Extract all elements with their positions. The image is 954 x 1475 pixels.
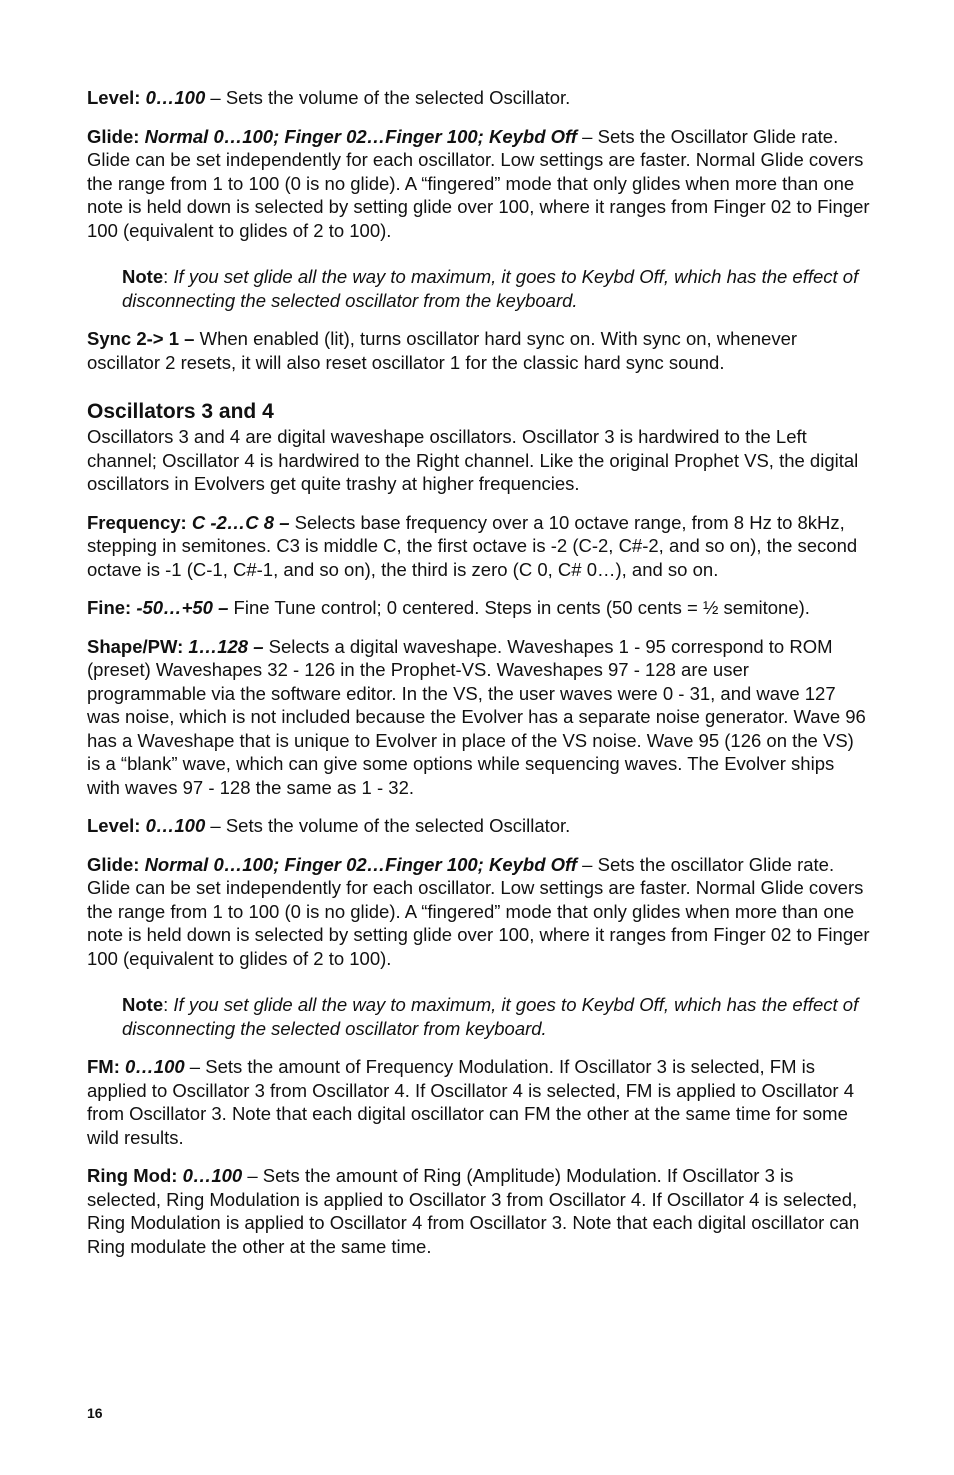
- param-description: – Sets the amount of Ring (Amplitude) Modulation. If Oscillator 3 is selected, Ring Modulation is applied to Oscillator 3 from Oscillator 4. If Oscillator 4 is selected, Ring Modulation is applied to Oscillator 4 from Oscillator 3. Note that each digital oscillator can Ring modulate the other at the same time.: [87, 1165, 860, 1257]
- param-label: Ring Mod:: [87, 1165, 178, 1186]
- param-fm: [87, 1055, 872, 1149]
- param-ring-mod: [87, 1164, 872, 1258]
- param-label: Fine:: [87, 597, 132, 618]
- param-label: Frequency:: [87, 511, 187, 533]
- param-description: – Sets the volume of the selected Oscillator.: [205, 87, 571, 108]
- param-range: 0…100: [145, 815, 206, 836]
- param-description: Fine Tune control; 0 centered. Steps in cents (50 cents = ½ semitone).: [228, 597, 810, 618]
- param-range: 1…128 –: [183, 635, 264, 657]
- param-glide-1: [87, 125, 872, 243]
- section-title: Oscillators 3 and 4: [87, 400, 274, 423]
- param-range: Normal 0…100; Finger 02…Finger 100; Keybd Off: [144, 125, 578, 147]
- param-description: – Sets the volume of the selected Oscillator.: [205, 815, 571, 836]
- param-description: – Sets the oscillator Glide rate. Glide can be set independently for each oscillator. Low settings are faster. Normal Glide covers the range from 1 to 100 (0 is no glide). A “fingered” mode that only glides when more than one note is held down is selected by setting glide over 100, where it ranges from Finger 02 to Finger 100 (equivalent to glides of 2 to 100).: [87, 853, 870, 969]
- param-label: Glide:: [87, 125, 140, 147]
- param-description: – Sets the Oscillator Glide rate. Glide can be set independently for each oscillator. Low settings are faster. Normal Glide covers the range from 1 to 100 (0 is no glide). A “fingered” mode that only glides when more than one note is held down is selected by setting glide over 100, where it ranges from Finger 02 to Finger 100 (equivalent to glides of 2 to 100).: [87, 125, 870, 241]
- param-description: When enabled (lit), turns oscillator hard sync on. With sync on, whenever oscillator 2 resets, it will also reset oscillator 1 for the classic hard sync sound.: [87, 328, 798, 373]
- param-range: 0…100: [145, 87, 206, 108]
- note-text: If you set glide all the way to maximum, it goes to Keybd Off, which has the effect of disconnecting the selected oscillator from keyboard.: [122, 994, 859, 1039]
- page-number: 16: [87, 1405, 103, 1421]
- note-1: [122, 265, 872, 312]
- param-label: Shape/PW:: [87, 635, 184, 657]
- param-label: Sync 2-> 1 –: [87, 328, 195, 349]
- param-label: Level:: [87, 87, 141, 108]
- param-range: Normal 0…100; Finger 02…Finger 100; Keybd Off: [144, 853, 578, 875]
- page-content: [87, 86, 872, 1273]
- note-separator: :: [163, 994, 174, 1015]
- note-separator: :: [163, 266, 174, 287]
- param-range: C -2…C 8 –: [186, 511, 290, 533]
- param-frequency: [87, 511, 872, 582]
- note-label: Note: [122, 994, 164, 1015]
- param-range: 0…100: [182, 1165, 243, 1186]
- note-text: If you set glide all the way to maximum, it goes to Keybd Off, which has the effect of disconnecting the selected oscillator from the keyboard.: [122, 266, 859, 311]
- param-description: – Sets the amount of Frequency Modulation. If Oscillator 3 is selected, FM is applied to Oscillator 3 from Oscillator 4. If Oscillator 4 is selected, FM is applied to Oscillator 4 from Oscillator 3. Note that each digital oscillator can FM the other at the same time for some wild results.: [87, 1056, 855, 1148]
- param-fine: [87, 596, 872, 620]
- param-level-1: [87, 86, 872, 110]
- note-label: Note: [122, 266, 164, 287]
- param-shape: [87, 635, 872, 800]
- param-label: Glide:: [87, 853, 140, 875]
- param-label: FM:: [87, 1056, 120, 1077]
- note-2: [122, 993, 872, 1040]
- param-description: Selects a digital waveshape. Waveshapes 1 - 95 correspond to ROM (preset) Waveshapes 32 - 126 in the Prophet-VS. Waveshapes 97 - 128 are user programmable via the software editor. In the VS, the user waves were 0 - 31, and wave 127 was noise, which is not included because the Evolver has a separate noise generator. Wave 96 has a Waveshape that is unique to Evolver in place of the VS noise. Wave 95 (126 on the VS) is a “blank” wave, which can give some options while sequencing waves. The Evolver ships with waves 97 - 128 the same as 1 - 32.: [87, 635, 866, 798]
- param-description: Selects base frequency over a 10 octave range, from 8 Hz to 8kHz, stepping in semitones. C3 is middle C, the first octave is -2 (C-2, C#-2, and so on), the second octave is -1 (C-1, C#-1, and so on), the third is zero (C 0, C# 0…), and so on.: [87, 511, 858, 580]
- param-glide-2: [87, 853, 872, 971]
- param-label: Level:: [87, 815, 141, 836]
- section-intro: Oscillators 3 and 4 are digital waveshape oscillators. Oscillator 3 is hardwired to the Left channel; Oscillator 4 is hardwired to the Right channel. Like the original Prophet VS, the digital oscillators in Evolvers get quite trashy at higher frequencies.: [87, 426, 859, 494]
- param-level-2: [87, 814, 872, 838]
- param-range: 0…100: [125, 1056, 185, 1077]
- param-range: -50…+50 –: [131, 597, 229, 618]
- param-sync: [87, 327, 872, 374]
